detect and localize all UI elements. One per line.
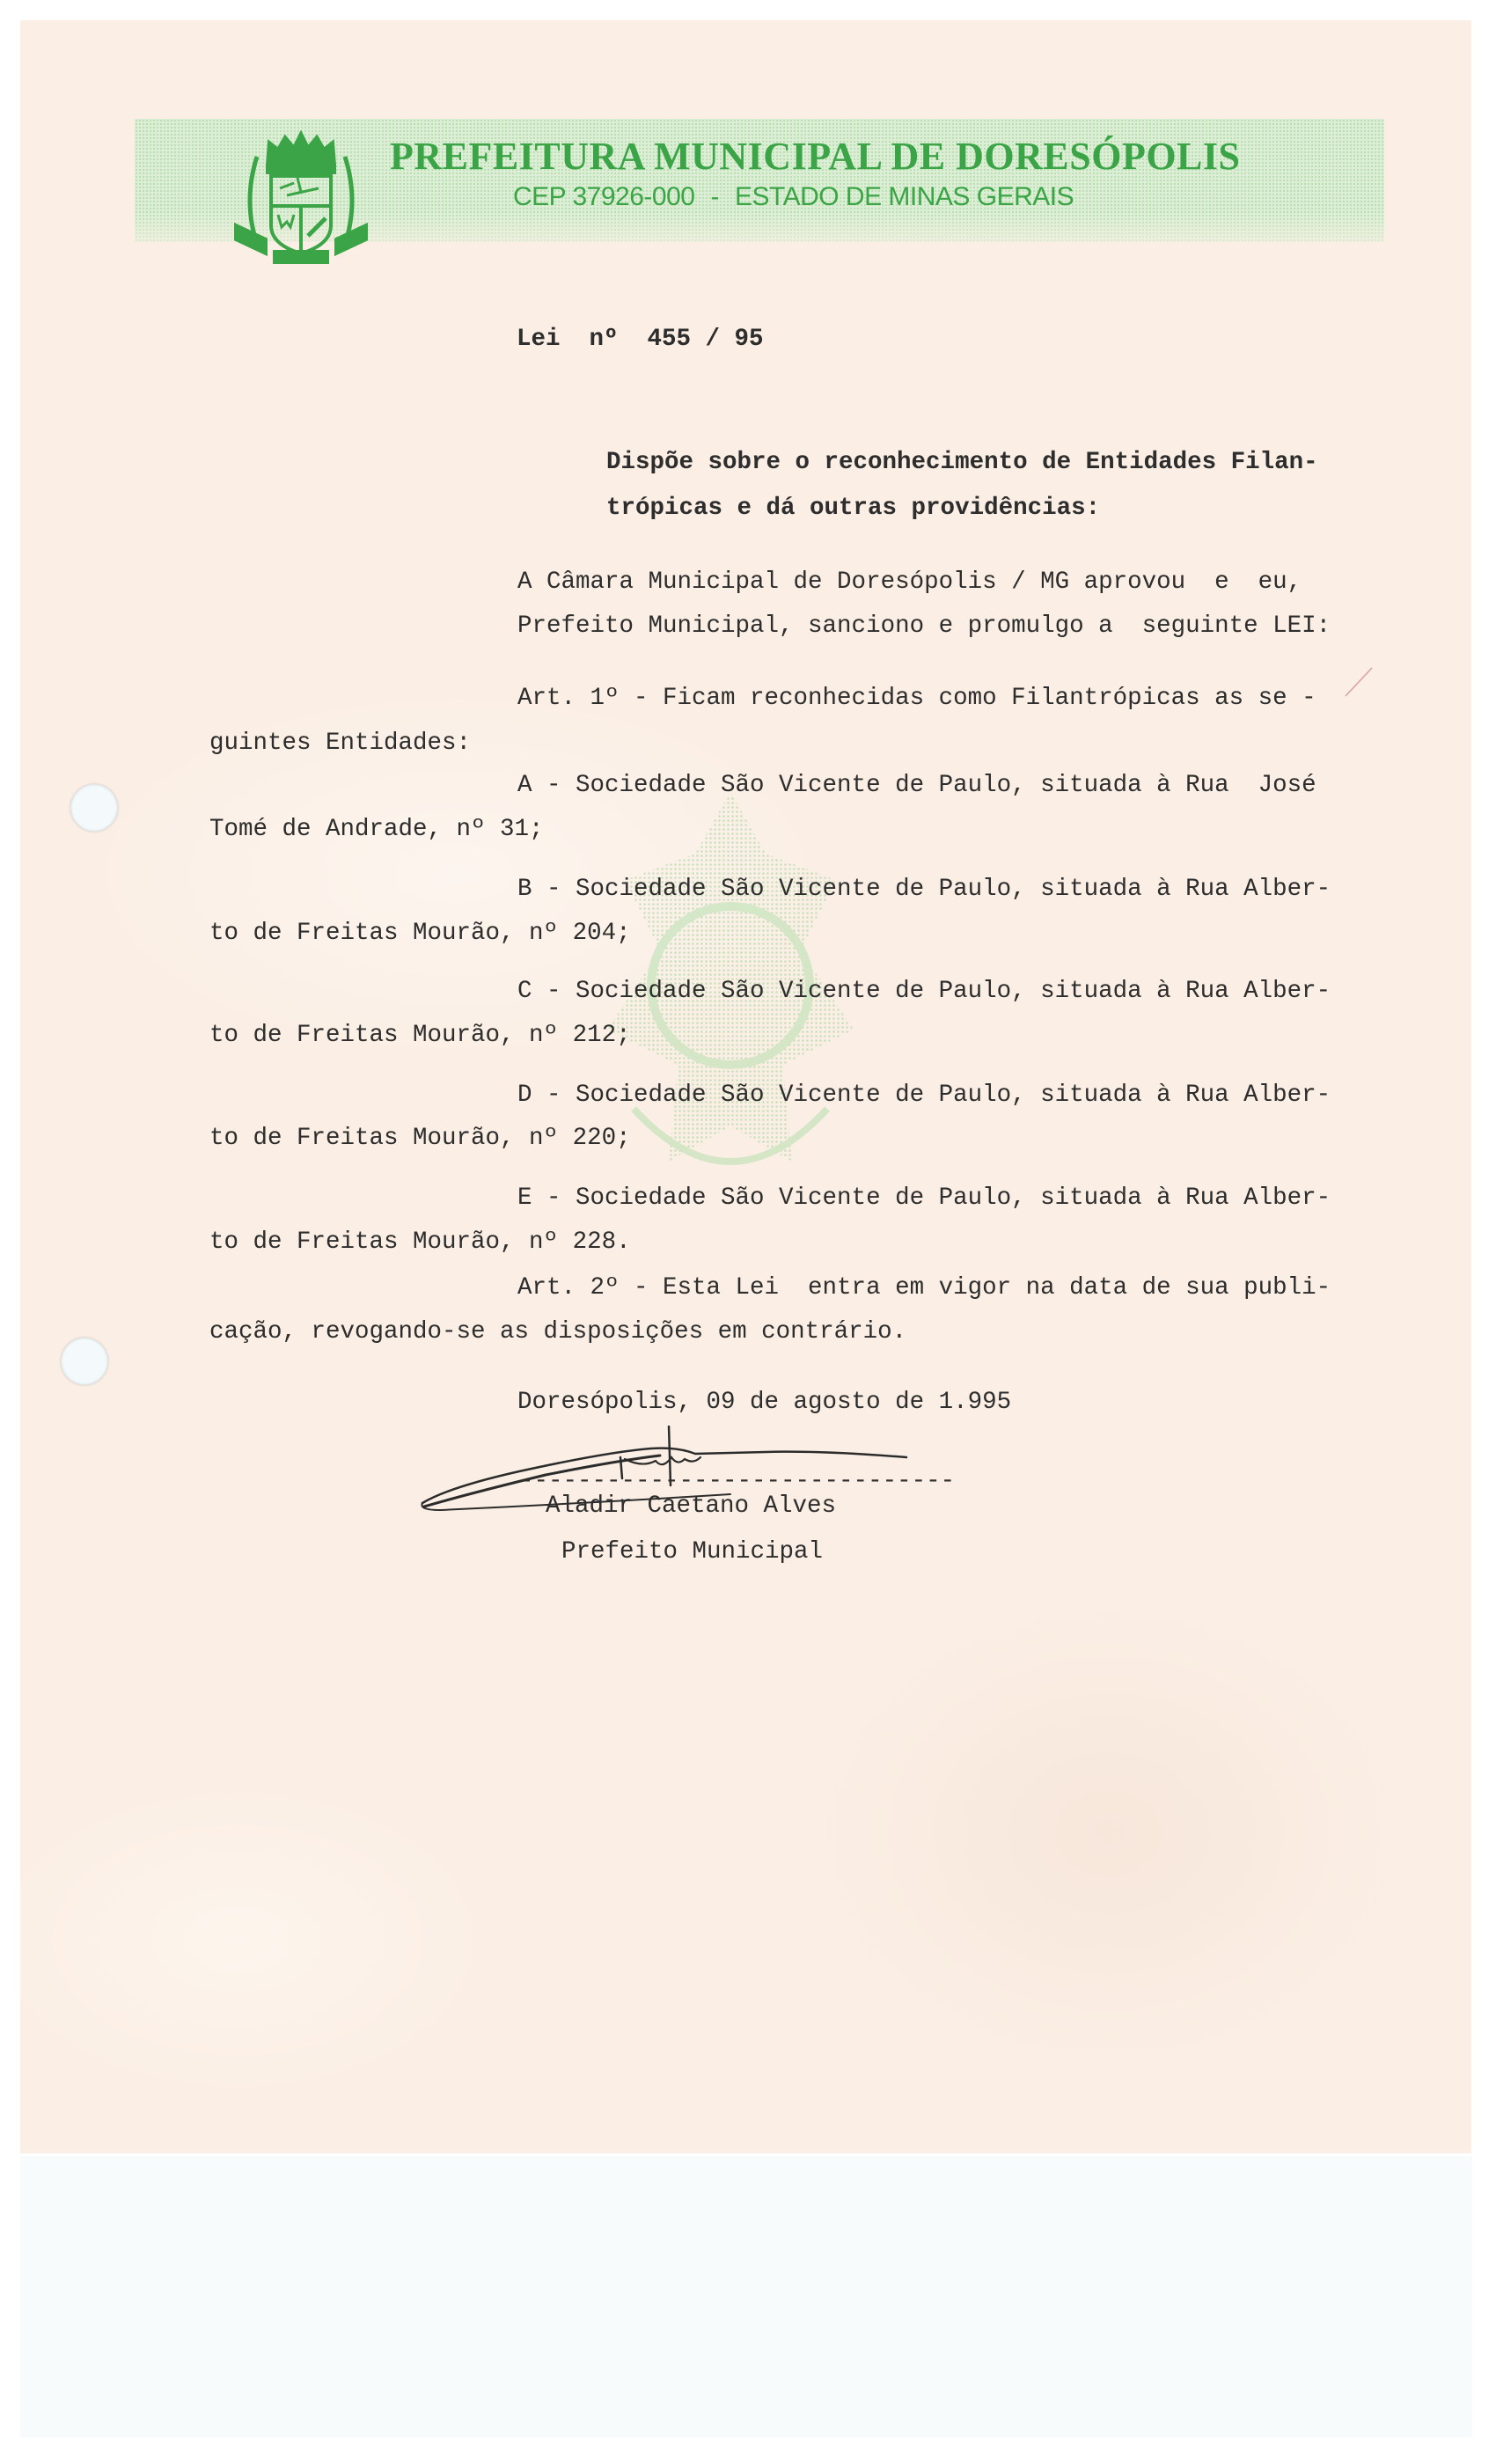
- subtitle-separator: -: [710, 182, 719, 211]
- preamble-line-1: A Câmara Municipal de Doresópolis / MG aprovou e eu,: [517, 568, 1302, 596]
- hole-punch-bottom: [61, 1338, 108, 1385]
- signature-line: ------------------------------: [519, 1468, 956, 1495]
- entity-c-line-1: C - Sociedade São Vicente de Paulo, situada à Rua Alber-: [517, 978, 1331, 1005]
- cep-text: CEP 37926-000: [513, 182, 695, 211]
- article-2-line-2: cação, revogando-se as disposições em contrário.: [209, 1318, 907, 1346]
- entity-a-line-1: A - Sociedade São Vicente de Paulo, situada à Rua José: [517, 772, 1316, 799]
- scanner-bed-area: [20, 2156, 1472, 2438]
- entity-b-line-1: B - Sociedade São Vicente de Paulo, situada à Rua Alber-: [517, 876, 1331, 903]
- entity-d-line-2: to de Freitas Mourão, nº 220;: [209, 1125, 631, 1152]
- signer-title: Prefeito Municipal: [561, 1538, 824, 1566]
- law-summary-line-1: Dispõe sobre o reconhecimento de Entidades Filan-: [606, 449, 1318, 476]
- law-number: Lei nº 455 / 95: [517, 326, 764, 353]
- letterhead-subtitle: [513, 182, 1074, 212]
- signer-name: Aladir Caetano Alves: [546, 1492, 837, 1520]
- entity-d-line-1: D - Sociedade São Vicente de Paulo, situada à Rua Alber-: [517, 1082, 1331, 1109]
- article-1-line-2: guintes Entidades:: [209, 730, 472, 757]
- entity-a-line-2: Tomé de Andrade, nº 31;: [209, 816, 544, 843]
- place-and-date: Doresópolis, 09 de agosto de 1.995: [517, 1389, 1012, 1416]
- entity-e-line-1: E - Sociedade São Vicente de Paulo, situada à Rua Alber-: [517, 1184, 1331, 1212]
- state-text: ESTADO DE MINAS GERAIS: [734, 182, 1074, 211]
- entity-e-line-2: to de Freitas Mourão, nº 228.: [209, 1228, 631, 1256]
- hole-punch-top: [70, 784, 118, 832]
- entity-c-line-2: to de Freitas Mourão, nº 212;: [209, 1022, 631, 1049]
- preamble-line-2: Prefeito Municipal, sanciono e promulgo a seguinte LEI:: [517, 612, 1331, 640]
- law-summary-line-2: trópicas e dá outras providências:: [606, 495, 1101, 522]
- article-1-line-1: Art. 1º - Ficam reconhecidas como Filantrópicas as se -: [517, 685, 1316, 712]
- article-2-line-1: Art. 2º - Esta Lei entra em vigor na data de sua publi-: [517, 1274, 1331, 1302]
- letterhead-title: PREFEITURA MUNICIPAL DE DORESÓPOLIS: [390, 135, 1241, 178]
- pen-mark: [1342, 664, 1377, 700]
- coat-of-arms-icon: [231, 130, 371, 264]
- entity-b-line-2: to de Freitas Mourão, nº 204;: [209, 920, 631, 947]
